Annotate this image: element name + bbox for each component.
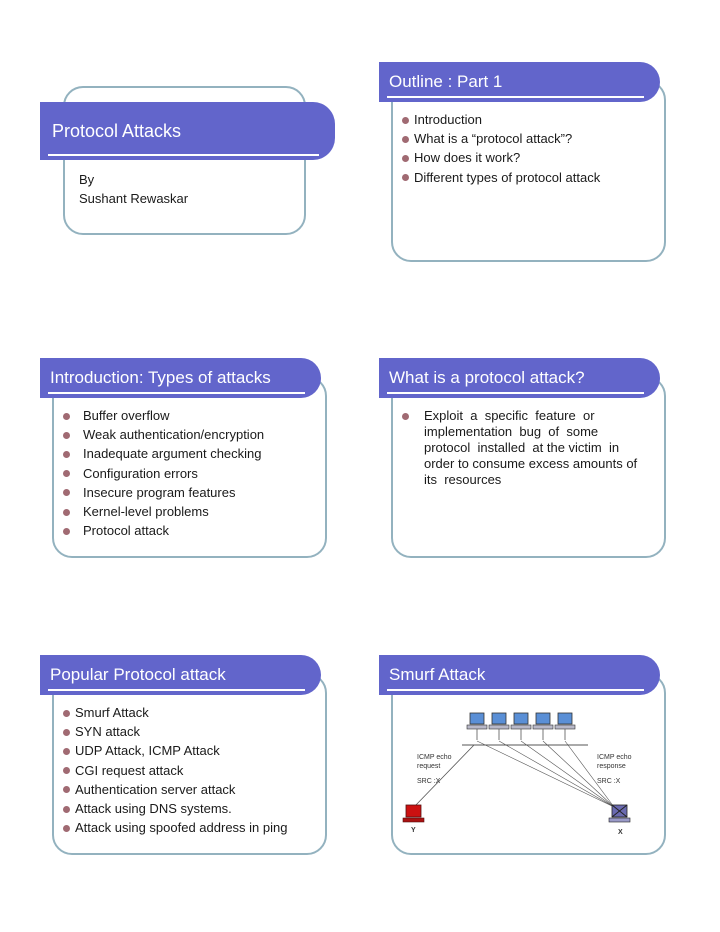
list-item: Insecure program features bbox=[53, 483, 264, 502]
list-item: SYN attack bbox=[63, 722, 287, 741]
list-item: Buffer overflow bbox=[53, 406, 264, 425]
list-item: Protocol attack bbox=[53, 521, 264, 540]
left-label-1: ICMP echo bbox=[417, 754, 452, 761]
list-item: Weak authentication/encryption bbox=[53, 425, 264, 444]
slide-1-author: Sushant Rewaskar bbox=[79, 191, 189, 206]
slide-6-title: Smurf Attack bbox=[389, 665, 486, 684]
list-item: Configuration errors bbox=[53, 464, 264, 483]
computer-icon bbox=[511, 713, 531, 740]
computer-icon bbox=[467, 713, 487, 740]
list-item: How does it work? bbox=[402, 148, 600, 167]
right-label-2: response bbox=[597, 763, 626, 770]
paragraph-line: implementation bug of some bbox=[424, 424, 599, 439]
slide-5-title: Popular Protocol attack bbox=[50, 665, 226, 684]
response-line bbox=[521, 741, 614, 807]
paragraph-line: its resources bbox=[424, 472, 502, 487]
computer-icon bbox=[533, 713, 553, 740]
victim-computer-icon bbox=[609, 805, 630, 822]
list-item: Attack using DNS systems. bbox=[63, 799, 287, 818]
right-label-1: ICMP echo bbox=[597, 754, 632, 761]
slide-4-title-bar bbox=[379, 358, 660, 398]
response-line bbox=[477, 741, 614, 807]
list-item: Inadequate argument checking bbox=[53, 444, 264, 463]
slide-3-title: Introduction: Types of attacks bbox=[50, 368, 271, 387]
slide-1-by: By bbox=[79, 172, 95, 187]
slide-2-title-bar bbox=[379, 62, 660, 102]
slide-2-title: Outline : Part 1 bbox=[389, 72, 503, 91]
list-item: Different types of protocol attack bbox=[402, 168, 600, 187]
response-line bbox=[543, 741, 614, 807]
slide-1-title-bar bbox=[40, 102, 335, 160]
smurf-attack-diagram bbox=[400, 705, 660, 845]
victim-label: X bbox=[618, 829, 623, 836]
slide-5-list bbox=[63, 703, 287, 837]
list-item: Kernel-level problems bbox=[53, 502, 264, 521]
list-item: CGI request attack bbox=[63, 761, 287, 780]
right-src-label: SRC :X bbox=[597, 778, 621, 785]
paragraph-line: protocol installed at the victim in bbox=[424, 440, 620, 455]
computer-icon bbox=[555, 713, 575, 740]
attacker-computer-icon bbox=[403, 805, 424, 822]
list-item: Smurf Attack bbox=[63, 703, 287, 722]
list-item: Authentication server attack bbox=[63, 780, 287, 799]
attacker-label: Y bbox=[411, 827, 416, 834]
slide-3-list bbox=[53, 406, 264, 540]
list-item: Attack using spoofed address in ping bbox=[63, 818, 287, 837]
response-line bbox=[565, 741, 614, 807]
slide-3-title-bar bbox=[40, 358, 321, 398]
slide-2-list bbox=[402, 110, 600, 187]
list-item: Introduction bbox=[402, 110, 600, 129]
computer-icon bbox=[489, 713, 509, 740]
slide-4-paragraph bbox=[424, 408, 654, 488]
paragraph-line: order to consume excess amounts of bbox=[424, 456, 638, 471]
paragraph-line: Exploit a specific feature or bbox=[424, 408, 595, 423]
slide-5-title-bar bbox=[40, 655, 321, 695]
slide-1-title: Protocol Attacks bbox=[52, 120, 182, 141]
list-item: What is a “protocol attack”? bbox=[402, 129, 600, 148]
left-label-2: request bbox=[417, 763, 441, 770]
left-src-label: SRC :X bbox=[417, 778, 441, 785]
list-item: UDP Attack, ICMP Attack bbox=[63, 741, 287, 760]
slide-6-title-bar bbox=[379, 655, 660, 695]
slide-4-title: What is a protocol attack? bbox=[389, 368, 585, 387]
response-line bbox=[499, 741, 614, 807]
